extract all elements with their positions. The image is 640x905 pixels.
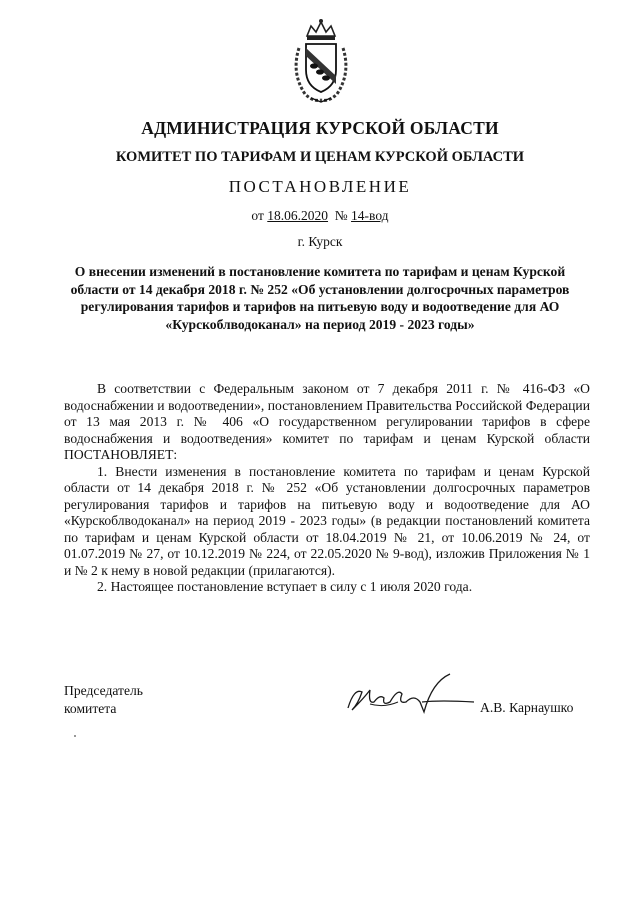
committee-heading: КОМИТЕТ ПО ТАРИФАМ И ЦЕНАМ КУРСКОЙ ОБЛАСТИ (115, 149, 525, 165)
document-type: ПОСТАНОВЛЕНИЕ (228, 177, 412, 196)
number-prefix: № (334, 208, 348, 223)
signatory-position (64, 682, 143, 718)
body-paragraph-3: 2. Настоящее постановление вступает в силу с 1 июля 2020 года. (97, 579, 473, 594)
page-mark (74, 735, 76, 737)
city-line: г. Курск (297, 234, 343, 249)
document-title: О внесении изменений в постановление комитета по тарифам и ценам Курской области от 14 декабря 2018 г. № 252 «Об установлении долгосрочных параметров регулирования тарифов и тарифов на питьевую воду и водоотведение для АО «Курскоблводоканал» на период 2019 - 2023 годы» (70, 264, 570, 332)
body-paragraph-1: В соответствии с Федеральным законом от 7 декабря 2011 г. № 416-ФЗ «О водоснабжении и водоотведении», постановлением Правительства Российской Федерации от 13 мая 2013 г. № 406 «О государственном регулировании тарифов в сфере водоснабжения и водоотведения» комитет по тарифам и ценам Курской области ПОСТАНОВЛЯЕТ: (64, 381, 590, 462)
date-number-line (0, 208, 640, 224)
position-line-1: Председатель (64, 683, 143, 698)
body-paragraph-2: 1. Внести изменения в постановление комитета по тарифам и ценам Курской области от 14 декабря 2018 г. № 252 «Об установлении долгосрочных параметров регулирования тарифов и тарифов на питьевую воду и водоотведение для АО «Курскоблводоканал» на период 2019 - 2023 годы» (в редакции постановлений комитета по тарифам и ценам Курской области от 18.04.2019 № 21, от 10.06.2019 № 24, от 01.07.2019 № 27, от 10.12.2019 № 224, от 22.05.2020 № 9-вод), изложив Приложения № 1 и № 2 к нему в новой редакции (прилагаются). (64, 463, 590, 578)
signatory-name: А.В. Карнаушко (480, 700, 574, 715)
position-line-2: комитета (64, 701, 117, 716)
handwritten-signature (340, 668, 480, 720)
document-number: 14-вод (351, 208, 389, 223)
coat-of-arms-emblem (289, 18, 353, 104)
date-prefix: от (251, 208, 264, 223)
organization-heading: АДМИНИСТРАЦИЯ КУРСКОЙ ОБЛАСТИ (141, 118, 499, 138)
document-date: 18.06.2020 (267, 208, 329, 223)
document-body (64, 381, 590, 596)
